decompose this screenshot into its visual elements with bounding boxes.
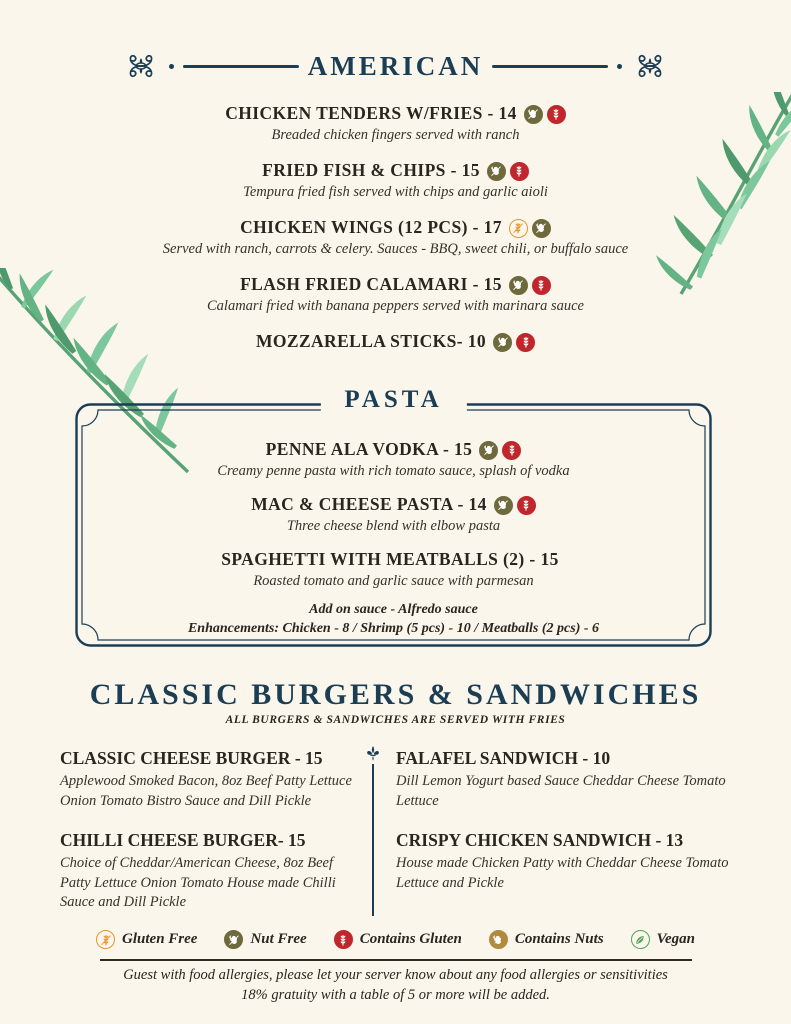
footer-note — [0, 965, 791, 1005]
menu-item-title-row — [240, 272, 551, 296]
menu-item-badges — [487, 162, 529, 181]
fleur-de-lis-icon — [364, 744, 382, 764]
american-header — [0, 50, 791, 82]
menu-item — [0, 215, 791, 260]
menu-item-description: House made Chicken Patty with Cheddar Cheese Tomato Lettuce and Pickle — [396, 855, 729, 891]
menu-item-name: MOZZARELLA STICKS- 10 — [255, 331, 487, 351]
menu-item-title-row — [262, 158, 529, 182]
menu-item-title-row — [221, 547, 566, 571]
menu-item — [75, 547, 712, 592]
legend-label: Gluten Free — [122, 931, 198, 947]
american-items — [0, 101, 791, 365]
pasta-addon-note: Add on sauce - Alfredo sauce — [309, 602, 478, 617]
nut-free-icon — [524, 105, 543, 124]
pasta-items — [75, 437, 712, 602]
menu-item-description: Breaded chicken fingers served with ranch — [271, 127, 520, 143]
legend-label: Contains Nuts — [514, 931, 604, 947]
footer-rule — [100, 959, 692, 961]
menu-item-title-row — [240, 215, 551, 239]
gluten-free-icon — [96, 930, 115, 949]
pasta-notes — [75, 600, 712, 638]
legend-label: Contains Gluten — [359, 931, 462, 947]
burgers-title: CLASSIC BURGERS & SANDWICHES — [89, 678, 702, 711]
menu-item-name: SPAGHETTI WITH MEATBALLS (2) - 15 — [221, 549, 559, 569]
menu-item — [0, 158, 791, 203]
legend-item — [334, 930, 462, 949]
menu-item — [60, 746, 360, 811]
menu-item-name: FALAFEL SANDWICH - 10 — [396, 748, 611, 768]
menu-item — [396, 746, 731, 811]
flourish-left-icon — [122, 50, 160, 82]
menu-item-description: Dill Lemon Yogurt based Sauce Cheddar Cheese Tomato Lettuce — [396, 773, 726, 809]
menu-item-name: CHICKEN WINGS (12 PCS) - 17 — [240, 217, 502, 237]
menu-item-title-row — [251, 492, 536, 516]
menu-item-description: Roasted tomato and garlic sauce with parmesan — [253, 573, 534, 589]
menu-item-name: MAC & CHEESE PASTA - 14 — [251, 494, 487, 514]
legend-item — [631, 930, 695, 949]
burgers-subtitle: ALL BURGERS & SANDWICHES ARE SERVED WITH FRIES — [225, 714, 566, 726]
menu-item-name: FLASH FRIED CALAMARI - 15 — [240, 274, 502, 294]
legend-item — [224, 930, 306, 949]
menu-item-description: Choice of Cheddar/American Cheese, 8oz Beef Patty Lettuce Onion Tomato House made Chilli Sauce and Dill Pickle — [60, 855, 336, 910]
menu-item-badges — [493, 333, 535, 352]
flourish-right-icon — [631, 50, 669, 82]
header-rule-right — [492, 65, 608, 68]
legend-label: Vegan — [656, 931, 695, 947]
menu-item-description: Creamy penne pasta with rich tomato sauce, splash of vodka — [217, 463, 570, 479]
nut-free-icon — [509, 276, 528, 295]
nut-free-icon — [532, 219, 551, 238]
header-dot-right — [617, 64, 622, 69]
menu-item-description: Applewood Smoked Bacon, 8oz Beef Patty Lettuce Onion Tomato Bistro Sauce and Dill Pickle — [60, 773, 352, 809]
nut-free-icon — [494, 496, 513, 515]
footer-line-1: Guest with food allergies, please let your server know about any food allergies or sensitivities — [123, 967, 668, 983]
contains-gluten-icon — [532, 276, 551, 295]
vegan-icon — [631, 930, 650, 949]
menu-item — [75, 437, 712, 482]
menu-item — [396, 828, 731, 893]
menu-item-name: CHILLI CHEESE BURGER- 15 — [60, 830, 306, 850]
contains-gluten-icon — [502, 441, 521, 460]
header-dot-left — [169, 64, 174, 69]
menu-item-name: PENNE ALA VODKA - 15 — [265, 439, 473, 459]
pasta-header — [320, 386, 466, 414]
contains-gluten-icon — [516, 333, 535, 352]
menu-item — [0, 101, 791, 146]
menu-item — [75, 492, 712, 537]
menu-item-badges — [479, 441, 521, 460]
pasta-enhancements-note: Enhancements: Chicken - 8 / Shrimp (5 pcs) - 10 / Meatballs (2 pcs) - 6 — [187, 621, 600, 636]
nut-free-icon — [224, 930, 243, 949]
nut-free-icon — [493, 333, 512, 352]
column-divider — [364, 744, 382, 916]
menu-item-title-row — [266, 437, 522, 461]
menu-item — [60, 828, 360, 913]
contains-nuts-icon — [489, 930, 508, 949]
menu-item-name: CHICKEN TENDERS W/FRIES - 14 — [225, 103, 517, 123]
menu-item-description: Served with ranch, carrots & celery. Sauces - BBQ, sweet chili, or buffalo sauce — [162, 241, 629, 257]
menu-item-name: CRISPY CHICKEN SANDWICH - 13 — [396, 830, 684, 850]
burgers-header — [0, 678, 791, 726]
pasta-title: PASTA — [344, 386, 443, 413]
menu-item-title-row — [225, 101, 566, 125]
divider-line — [372, 764, 374, 916]
menu-item-description: Three cheese blend with elbow pasta — [286, 518, 501, 534]
american-title: AMERICAN — [307, 50, 484, 81]
footer-line-2: 18% gratuity with a table of 5 or more will be added. — [241, 987, 550, 1003]
nut-free-icon — [479, 441, 498, 460]
menu-item-badges — [509, 219, 551, 238]
menu-item — [0, 272, 791, 317]
nut-free-icon — [487, 162, 506, 181]
contains-gluten-icon — [517, 496, 536, 515]
menu-item-description: Tempura fried fish served with chips and garlic aioli — [243, 184, 548, 200]
legend-label: Nut Free — [250, 931, 307, 947]
legend-item — [96, 930, 197, 949]
legend-item — [489, 930, 604, 949]
menu-item — [0, 329, 791, 353]
menu-item-badges — [509, 276, 551, 295]
menu-item-badges — [524, 105, 566, 124]
contains-gluten-icon — [547, 105, 566, 124]
contains-gluten-icon — [334, 930, 353, 949]
burgers-column-left — [60, 746, 360, 930]
menu-item-description: Calamari fried with banana peppers served with marinara sauce — [207, 298, 584, 314]
burgers-column-right — [396, 746, 731, 910]
menu-item-name: CLASSIC CHEESE BURGER - 15 — [60, 748, 323, 768]
allergen-legend — [0, 930, 791, 949]
header-rule-left — [183, 65, 299, 68]
pasta-section — [75, 386, 712, 647]
menu-item-name: FRIED FISH & CHIPS - 15 — [262, 160, 480, 180]
contains-gluten-icon — [510, 162, 529, 181]
menu-item-badges — [494, 496, 536, 515]
menu-item-title-row — [256, 329, 535, 353]
gluten-free-icon — [509, 219, 528, 238]
